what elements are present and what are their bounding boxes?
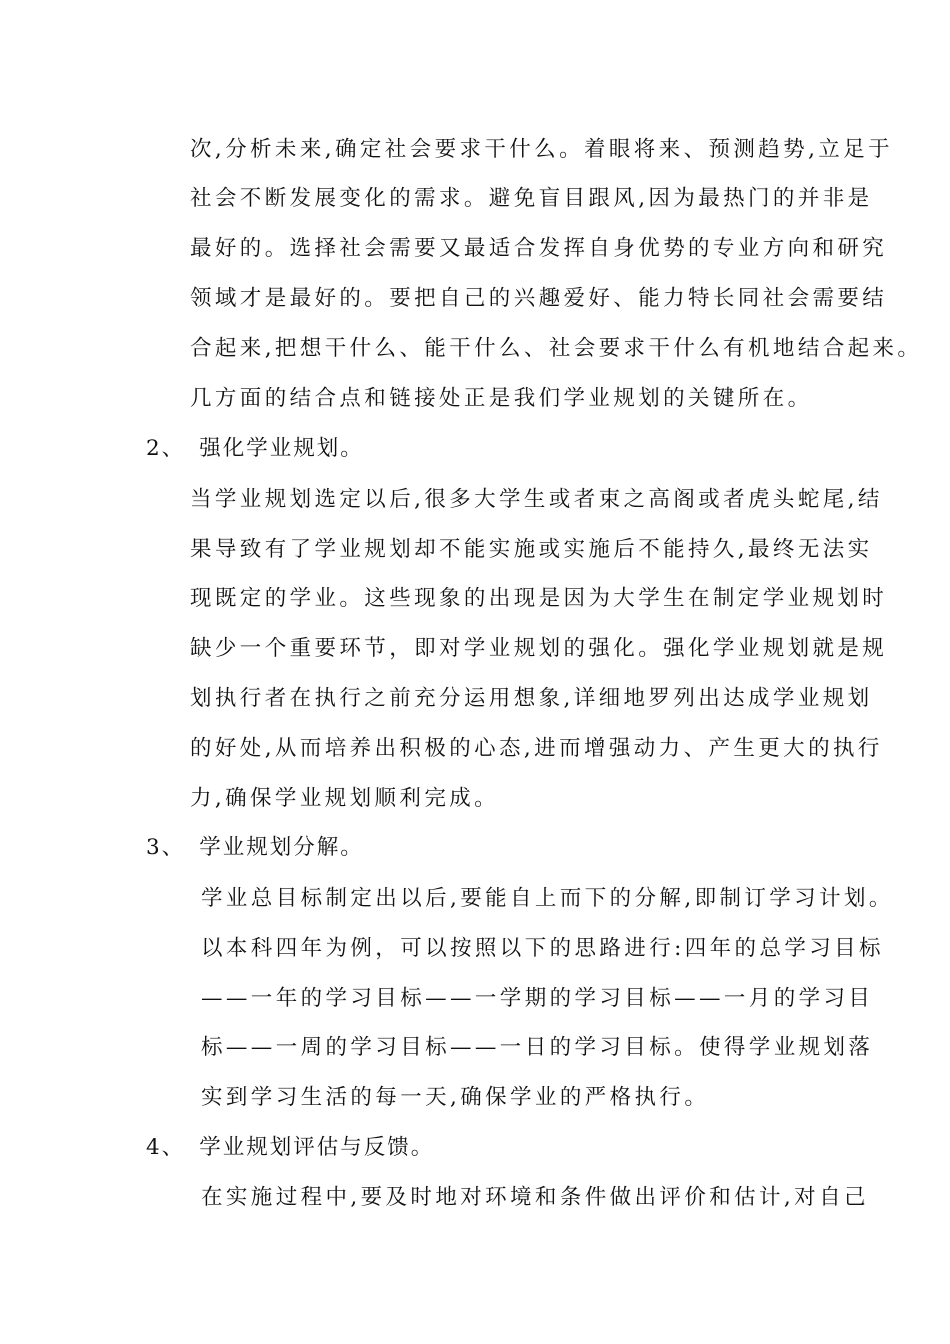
text-line: 最好的。选择社会需要又最适合发挥自身优势的专业方向和研究 [190,236,888,261]
text-line: 几方面的结合点和链接处正是我们学业规划的关键所在。 [190,386,813,411]
section-number: 4、 [146,1135,186,1160]
section-number: 3、 [146,835,186,860]
text-line: 次,分析未来,确定社会要求干什么。着眼将来、预测趋势,立足于 [190,137,894,162]
text-line: ——一年的学习目标——一学期的学习目标——一月的学习目 [201,986,874,1011]
section-title: 学业规划评估与反馈。 [199,1135,435,1160]
section-heading-2 [146,434,364,464]
section-number: 2、 [146,436,186,461]
text-line: 的好处,从而培养出积极的心态,进而增强动力、产生更大的执行 [190,736,883,761]
text-line: 当学业规划选定以后,很多大学生或者束之高阁或者虎头蛇尾,结 [190,487,883,512]
section-heading-3 [146,833,364,863]
text-line: 力,确保学业规划顺利完成。 [190,786,500,811]
text-line: 学业总目标制定出以后,要能自上而下的分解,即制订学习计划。 [201,886,894,911]
text-line: 现既定的学业。这些现象的出现是因为大学生在制定学业规划时 [190,586,888,611]
section-heading-4 [146,1133,434,1163]
text-line: 领域才是最好的。要把自己的兴趣爱好、能力特长同社会需要结 [190,286,888,311]
text-line: 在实施过程中,要及时地对环境和条件做出评价和估计,对自己 [201,1185,869,1210]
section-title: 强化学业规划。 [199,436,364,461]
text-line: 缺少一个重要环节，即对学业规划的强化。强化学业规划就是规 [190,636,888,661]
text-line: 果导致有了学业规划却不能实施或实施后不能持久,最终无法实 [190,537,873,562]
text-line: 以本科四年为例，可以按照以下的思路进行:四年的总学习目标 [201,936,884,961]
text-line: 标——一周的学习目标——一日的学习目标。使得学业规划落 [201,1035,874,1060]
text-line: 社会不断发展变化的需求。避免盲目跟风,因为最热门的并非是 [190,186,873,211]
text-line: 实到学习生活的每一天,确保学业的严格执行。 [201,1085,710,1110]
section-title: 学业规划分解。 [199,835,364,860]
text-line: 合起来,把想干什么、能干什么、社会要求干什么有机地结合起来。 [190,336,923,361]
text-line: 划执行者在执行之前充分运用想象,详细地罗列出达成学业规划 [190,686,873,711]
